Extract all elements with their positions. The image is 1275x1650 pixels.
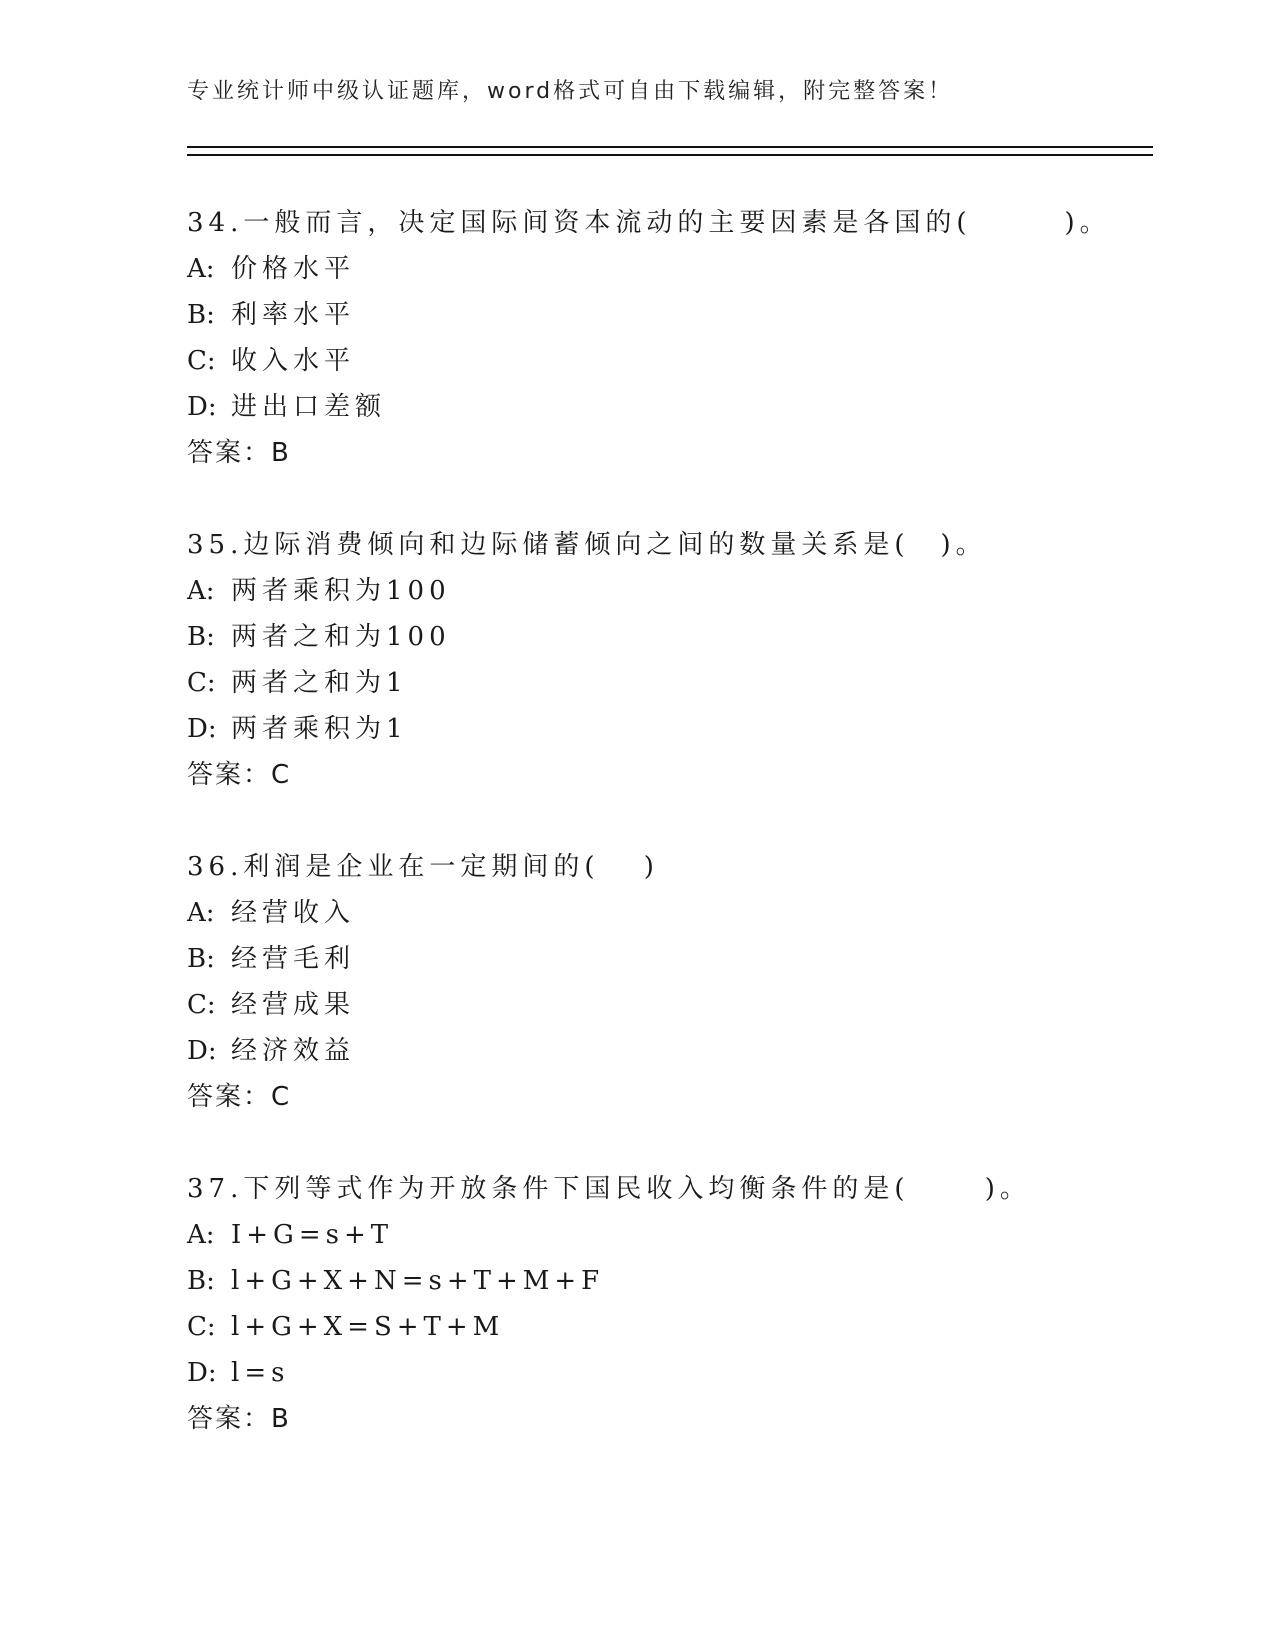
question-stem: 35.边际消费倾向和边际储蓄倾向之间的数量关系是( )。 (187, 530, 987, 560)
answer-line: 答案：B (187, 438, 291, 468)
option-label: B: (187, 944, 215, 974)
option-text: 价格水平 (231, 254, 356, 284)
option-c (187, 982, 1153, 1028)
option-d (187, 1028, 1153, 1074)
option-label: D: (187, 1358, 217, 1388)
option-b (187, 936, 1153, 982)
option-text: 经营成果 (231, 990, 356, 1020)
option-b (187, 1258, 1153, 1304)
option-a (187, 246, 1153, 292)
option-b (187, 614, 1153, 660)
option-label: A: (187, 254, 215, 284)
header-divider (187, 146, 1153, 156)
option-a (187, 568, 1153, 614)
answer-line: 答案：C (187, 1082, 292, 1112)
option-text: l+G+X+N=s+T+M+F (231, 1266, 605, 1296)
option-c (187, 1304, 1153, 1350)
question-stem: 36.利润是企业在一定期间的( ) (187, 852, 659, 882)
option-label: C: (187, 990, 216, 1020)
option-text: 两者之和为1 (231, 668, 408, 698)
option-label: B: (187, 1266, 215, 1296)
option-d (187, 706, 1153, 752)
option-a (187, 1212, 1153, 1258)
option-label: C: (187, 346, 216, 376)
page-header: 专业统计师中级认证题库，word格式可自由下载编辑，附完整答案！ (187, 79, 954, 104)
option-d (187, 1350, 1153, 1396)
option-label: A: (187, 898, 215, 928)
option-label: C: (187, 1312, 216, 1342)
question-block (187, 200, 1153, 476)
option-label: A: (187, 576, 215, 606)
question-stem: 37.下列等式作为开放条件下国民收入均衡条件的是( )。 (187, 1174, 1031, 1204)
option-text: 两者乘积为1 (231, 714, 408, 744)
option-b (187, 292, 1153, 338)
option-text: 两者乘积为100 (231, 576, 451, 606)
answer-line: 答案：B (187, 1404, 291, 1434)
option-text: l=s (231, 1358, 290, 1388)
option-text: 收入水平 (231, 346, 356, 376)
option-label: A: (187, 1220, 215, 1250)
question-block (187, 522, 1153, 798)
option-a (187, 890, 1153, 936)
option-label: D: (187, 714, 217, 744)
question-block (187, 1166, 1153, 1442)
option-label: C: (187, 668, 216, 698)
option-label: D: (187, 1036, 217, 1066)
option-text: 利率水平 (231, 300, 356, 330)
option-text: I+G=s+T (231, 1220, 394, 1250)
option-d (187, 384, 1153, 430)
option-c (187, 338, 1153, 384)
option-label: B: (187, 622, 215, 652)
option-text: 经济效益 (231, 1036, 356, 1066)
question-block (187, 844, 1153, 1120)
option-text: 经营毛利 (231, 944, 356, 974)
option-text: 两者之和为100 (231, 622, 451, 652)
question-stem: 34.一般而言，决定国际间资本流动的主要因素是各国的( )。 (187, 208, 1111, 238)
option-label: D: (187, 392, 217, 422)
option-text: l+G+X=S+T+M (231, 1312, 505, 1342)
answer-line: 答案：C (187, 760, 292, 790)
option-text: 经营收入 (231, 898, 356, 928)
option-c (187, 660, 1153, 706)
option-label: B: (187, 300, 215, 330)
option-text: 进出口差额 (231, 392, 387, 422)
